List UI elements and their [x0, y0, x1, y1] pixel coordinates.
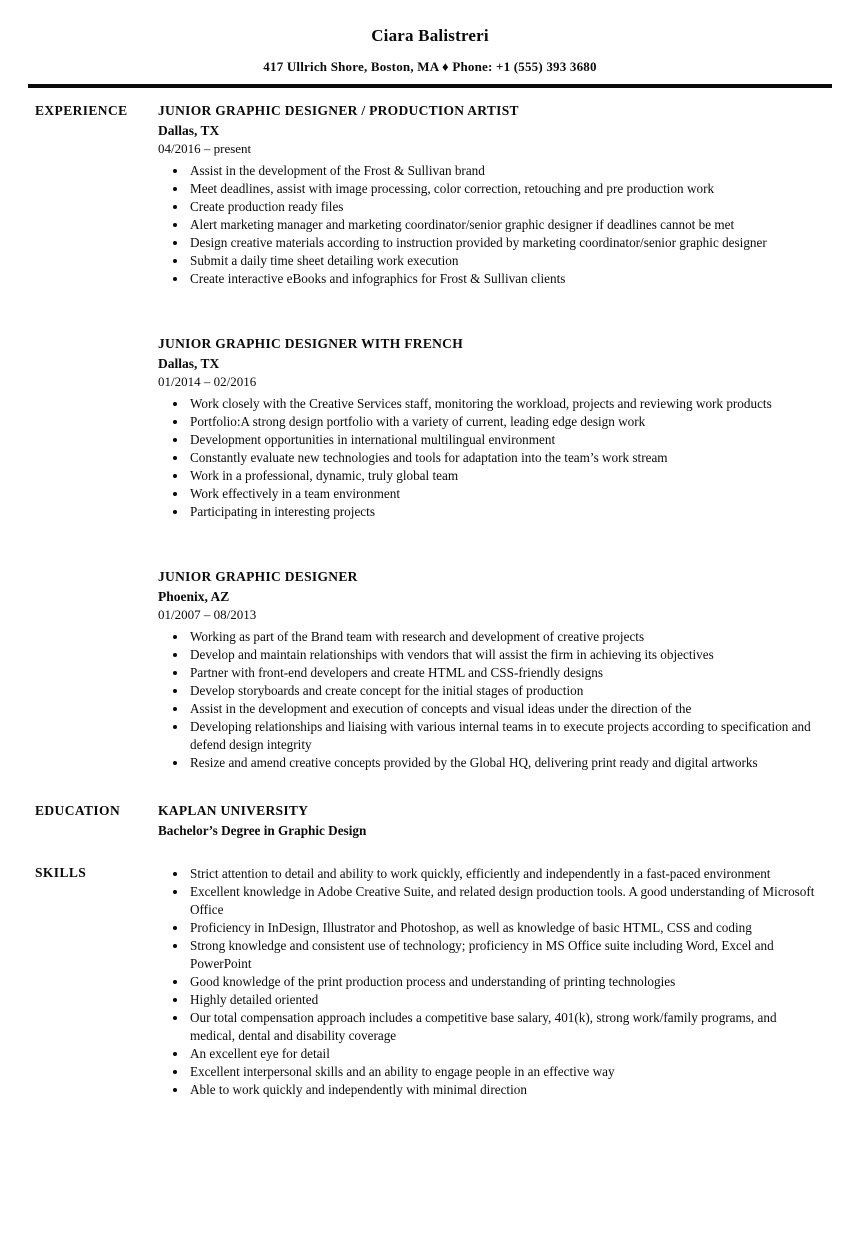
bullet-item: • Create interactive eBooks and infographics for Frost & Sullivan clients	[188, 270, 816, 288]
job-location: Phoenix, AZ	[158, 589, 230, 604]
job-bullet-list	[158, 628, 816, 772]
bullet-item: • Alert marketing manager and marketing coordinator/senior graphic designer if deadlines cannot be met	[188, 216, 816, 234]
job-dates: 01/2007 – 08/2013	[158, 607, 257, 622]
bullet-item: • Develop and maintain relationships with vendors that will assist the firm in achieving its objectives	[188, 646, 816, 664]
job-location: Dallas, TX	[158, 123, 220, 138]
contact-line: 417 Ullrich Shore, Boston, MA ♦ Phone: +1 (555) 393 3680	[263, 59, 597, 74]
skill-item: • An excellent eye for detail	[188, 1045, 816, 1063]
bullet-item: • Partner with front-end developers and create HTML and CSS-friendly designs	[188, 664, 816, 682]
header-divider	[28, 84, 832, 88]
skill-item: • Excellent interpersonal skills and an ability to engage people in an effective way	[188, 1063, 816, 1081]
section-education	[28, 803, 832, 839]
skills-label: SKILLS	[35, 865, 87, 880]
job-entry	[158, 103, 816, 288]
skills-bullet-list	[158, 865, 816, 1099]
job-entry	[158, 569, 816, 772]
skill-item: • Our total compensation approach includes a competitive base salary, 401(k), strong work/family programs, and medical, dental and disability coverage	[188, 1009, 816, 1045]
bullet-item: • Participating in interesting projects	[188, 503, 816, 521]
school-name: KAPLAN UNIVERSITY	[158, 803, 309, 818]
job-title: JUNIOR GRAPHIC DESIGNER / PRODUCTION ARTIST	[158, 103, 519, 118]
bullet-item: • Assist in the development of the Frost & Sullivan brand	[188, 162, 816, 180]
job-entry	[158, 336, 816, 521]
job-bullet-list	[158, 395, 816, 521]
bullet-item: • Create production ready files	[188, 198, 816, 216]
job-title: JUNIOR GRAPHIC DESIGNER	[158, 569, 358, 584]
job-bullet-list	[158, 162, 816, 288]
bullet-item: • Submit a daily time sheet detailing work execution	[188, 252, 816, 270]
education-label: EDUCATION	[35, 803, 121, 818]
bullet-item: • Meet deadlines, assist with image processing, color correction, retouching and pre production work	[188, 180, 816, 198]
bullet-item: • Develop storyboards and create concept for the initial stages of production	[188, 682, 816, 700]
job-dates: 04/2016 – present	[158, 141, 252, 156]
job-title: JUNIOR GRAPHIC DESIGNER WITH FRENCH	[158, 336, 464, 351]
skill-item: • Strict attention to detail and ability to work quickly, efficiently and independently in a fast-paced environment	[188, 865, 816, 883]
experience-label: EXPERIENCE	[35, 103, 128, 118]
bullet-item: • Resize and amend creative concepts provided by the Global HQ, delivering print ready and digital artworks	[188, 754, 816, 772]
bullet-item: • Work effectively in a team environment	[188, 485, 816, 503]
skill-item: • Excellent knowledge in Adobe Creative Suite, and related design production tools. A good understanding of Microsoft Office	[188, 883, 816, 919]
skill-item: • Highly detailed oriented	[188, 991, 816, 1009]
bullet-item: • Work in a professional, dynamic, truly global team	[188, 467, 816, 485]
job-location: Dallas, TX	[158, 356, 220, 371]
bullet-item: • Portfolio:A strong design portfolio with a variety of current, leading edge design work	[188, 413, 816, 431]
job-dates: 01/2014 – 02/2016	[158, 374, 257, 389]
bullet-item: • Work closely with the Creative Services staff, monitoring the workload, projects and reviewing work products	[188, 395, 816, 413]
bullet-item: • Design creative materials according to instruction provided by marketing coordinator/senior graphic designer	[188, 234, 816, 252]
skill-item: • Proficiency in InDesign, Illustrator and Photoshop, as well as knowledge of basic HTML, CSS and coding	[188, 919, 816, 937]
bullet-item: • Working as part of the Brand team with research and development of creative projects	[188, 628, 816, 646]
skill-item: • Good knowledge of the print production process and understanding of printing technologies	[188, 973, 816, 991]
bullet-item: • Assist in the development and execution of concepts and visual ideas under the direction of the	[188, 700, 816, 718]
education-content	[158, 803, 832, 839]
section-experience	[28, 103, 832, 772]
section-skills	[28, 865, 832, 1099]
candidate-name: Ciara Balistreri	[371, 26, 489, 45]
skills-content	[158, 865, 832, 1099]
document-header	[28, 14, 832, 88]
experience-content	[158, 103, 832, 772]
skill-item: • Strong knowledge and consistent use of technology; proficiency in MS Office suite including Word, Excel and PowerPoint	[188, 937, 816, 973]
degree-name: Bachelor’s Degree in Graphic Design	[158, 823, 367, 838]
bullet-item: • Development opportunities in international multilingual environment	[188, 431, 816, 449]
bullet-item: • Developing relationships and liaising with various internal teams in to execute projects according to specification and defend design integrity	[188, 718, 816, 754]
bullet-item: • Constantly evaluate new technologies and tools for adaptation into the team’s work stream	[188, 449, 816, 467]
skill-item: • Able to work quickly and independently with minimal direction	[188, 1081, 816, 1099]
